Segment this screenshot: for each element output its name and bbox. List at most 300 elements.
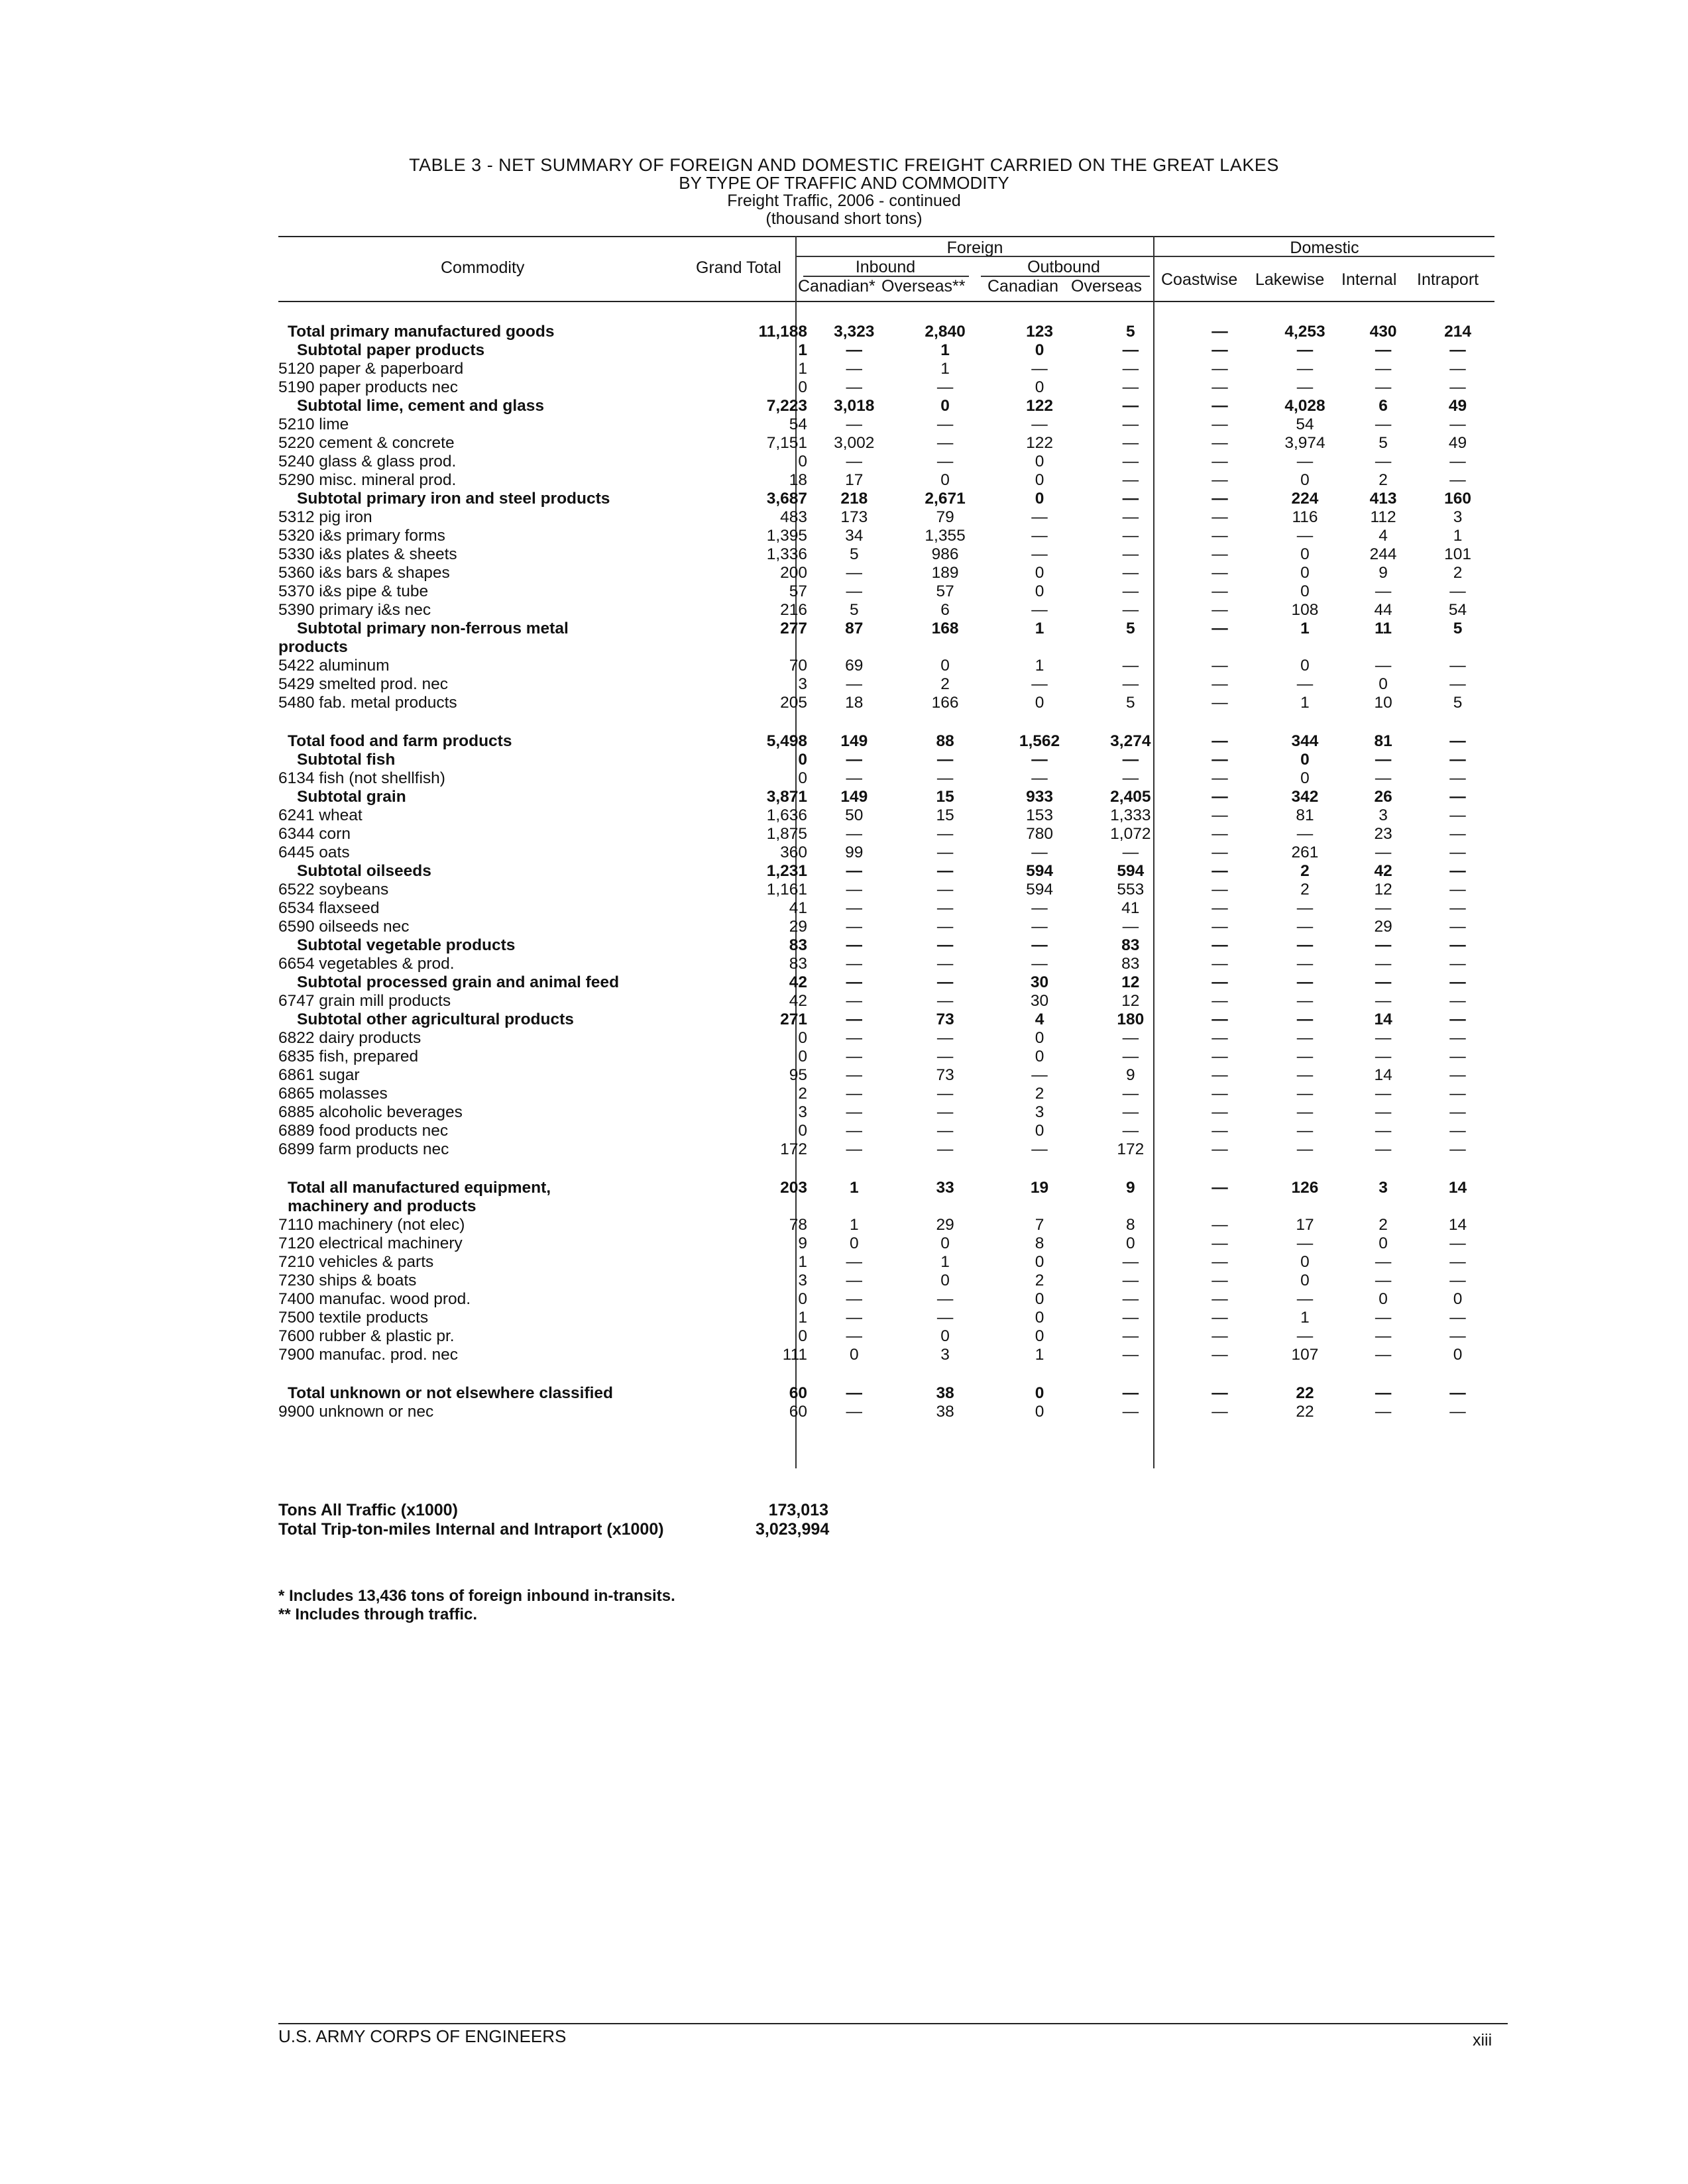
table-spacer [278, 712, 1494, 732]
value-cell: 986 [931, 545, 959, 564]
value-cell: 153 [1026, 806, 1053, 825]
value-cell: 933 [1026, 788, 1053, 806]
value-cell: — [1211, 1253, 1228, 1272]
value-cell: 261 [1291, 844, 1319, 862]
value-cell: — [1122, 378, 1139, 397]
commodity-label: 5480 fab. metal products [278, 694, 457, 712]
header-inbound: Inbound [855, 258, 916, 276]
grand-total-cell: 360 [780, 844, 808, 862]
value-cell: — [1122, 564, 1139, 582]
value-cell: — [1211, 341, 1228, 360]
value-cell: — [1031, 955, 1048, 973]
value-cell [897, 1197, 993, 1216]
header-coastwise: Coastwise [1161, 270, 1238, 289]
grand-total-cell: 1,231 [766, 862, 808, 881]
value-cell: 214 [1444, 323, 1471, 341]
value-cell: — [846, 1066, 863, 1085]
value-cell: 594 [1026, 881, 1053, 899]
value-cell: 2 [1035, 1085, 1044, 1103]
value-cell: — [936, 1122, 954, 1140]
value-cell [811, 1197, 897, 1216]
value-cell: — [1211, 490, 1228, 508]
domestic-header-rule [1154, 256, 1494, 257]
commodity-label: 7900 manufac. prod. nec [278, 1346, 459, 1364]
value-cell: 594 [1026, 862, 1053, 881]
value-cell: — [1449, 360, 1466, 378]
value-cell: — [1449, 1234, 1466, 1253]
value-cell: — [1211, 1403, 1228, 1421]
value-cell: — [1211, 545, 1228, 564]
value-cell: — [936, 415, 954, 434]
value-cell: 594 [1117, 862, 1145, 881]
value-cell: — [1296, 899, 1314, 918]
table-row [278, 453, 1494, 471]
table-row [278, 1010, 1494, 1029]
value-cell: — [936, 453, 954, 471]
commodity-label: Total food and farm products [288, 732, 512, 751]
grand-total-cell: 29 [789, 918, 808, 936]
commodity-label: Subtotal paper products [297, 341, 485, 360]
value-cell: — [1122, 601, 1139, 620]
value-cell: 166 [931, 694, 959, 712]
value-cell: — [846, 973, 863, 992]
value-cell: 0 [1035, 1253, 1044, 1272]
grand-total-cell: 3,687 [766, 490, 808, 508]
header-out-canadian: Canadian [987, 277, 1059, 296]
value-cell: 1 [1300, 1309, 1310, 1327]
value-cell: — [1211, 508, 1228, 527]
value-cell: — [1122, 1327, 1139, 1346]
commodity-label: 5360 i&s bars & shapes [278, 564, 450, 582]
value-cell: 344 [1291, 732, 1319, 751]
table-row [278, 638, 1494, 657]
commodity-label: Subtotal fish [297, 751, 396, 769]
commodity-label: 6889 food products nec [278, 1122, 449, 1140]
value-cell: — [1211, 1066, 1228, 1085]
commodity-label: products [278, 638, 348, 657]
value-cell: 44 [1374, 601, 1392, 620]
value-cell: — [1449, 862, 1466, 881]
value-cell: — [1122, 675, 1139, 694]
table-row [278, 1048, 1494, 1066]
value-cell: — [846, 675, 863, 694]
value-cell: 42 [1374, 862, 1392, 881]
header-foreign: Foreign [946, 239, 1003, 257]
value-cell: — [1122, 1103, 1139, 1122]
value-cell: — [1122, 1122, 1139, 1140]
header-domestic: Domestic [1290, 239, 1359, 257]
value-cell: — [1122, 1029, 1139, 1048]
table-row [278, 1346, 1494, 1364]
title-line-1: TABLE 3 - NET SUMMARY OF FOREIGN AND DOMESTIC FREIGHT CARRIED ON THE GREAT LAKES [409, 155, 1279, 175]
value-cell: 0 [1035, 341, 1044, 360]
commodity-label: 5190 paper products nec [278, 378, 459, 397]
table-row [278, 657, 1494, 675]
value-cell: — [846, 1384, 863, 1403]
value-cell: 9 [1125, 1179, 1135, 1197]
value-cell: — [846, 1103, 863, 1122]
value-cell: — [846, 415, 863, 434]
value-cell: — [1122, 1272, 1139, 1290]
table-row [278, 1197, 1494, 1216]
value-cell: — [1449, 453, 1466, 471]
value-cell: — [1122, 471, 1139, 490]
value-cell: 168 [931, 620, 959, 638]
value-cell: — [1375, 1346, 1392, 1364]
value-cell: 1,072 [1110, 825, 1151, 844]
grand-total-cell: 205 [780, 694, 808, 712]
value-cell [1265, 1197, 1345, 1216]
grand-total-cell [718, 638, 811, 657]
value-cell: 2 [1379, 471, 1388, 490]
value-cell: — [936, 378, 954, 397]
value-cell: — [1122, 415, 1139, 434]
value-cell: — [846, 825, 863, 844]
value-cell: 0 [940, 1234, 950, 1253]
value-cell: — [1375, 992, 1392, 1010]
value-cell: — [846, 1140, 863, 1159]
value-cell: 0 [1035, 471, 1044, 490]
value-cell: 1 [1035, 1346, 1044, 1364]
value-cell: 3,274 [1110, 732, 1151, 751]
commodity-label: 7110 machinery (not elec) [278, 1216, 465, 1234]
value-cell: 0 [1035, 453, 1044, 471]
value-cell: — [1449, 992, 1466, 1010]
value-cell: — [1296, 955, 1314, 973]
grand-total-cell: 3 [798, 1272, 808, 1290]
value-cell: — [846, 1327, 863, 1346]
grand-total-cell: 111 [782, 1346, 808, 1364]
value-cell: — [1375, 769, 1392, 788]
value-cell: — [936, 973, 954, 992]
value-cell: 34 [845, 527, 864, 545]
value-cell [1086, 1197, 1175, 1216]
grand-total-cell [718, 1197, 811, 1216]
grand-total-cell: 0 [798, 1029, 808, 1048]
commodity-label: Subtotal lime, cement and glass [297, 397, 545, 415]
value-cell: 5 [1453, 694, 1463, 712]
commodity-label: Subtotal primary non-ferrous metal [297, 620, 569, 638]
value-cell: 4 [1035, 1010, 1044, 1029]
grand-total-cell: 1 [798, 360, 808, 378]
data-table [278, 323, 1494, 1421]
value-cell: 54 [1448, 601, 1467, 620]
value-cell: — [1375, 582, 1392, 601]
value-cell: 1,562 [1019, 732, 1060, 751]
value-cell: 14 [1448, 1179, 1467, 1197]
table-row [278, 1140, 1494, 1159]
value-cell: 2 [1035, 1272, 1044, 1290]
value-cell [1421, 638, 1494, 657]
value-cell: 3,002 [834, 434, 875, 453]
table-row [278, 881, 1494, 899]
grand-total-cell: 1 [798, 1253, 808, 1272]
value-cell: 0 [940, 397, 950, 415]
table-row [278, 862, 1494, 881]
grand-total-cell: 60 [789, 1403, 808, 1421]
value-cell: 26 [1374, 788, 1392, 806]
value-cell: 73 [936, 1010, 954, 1029]
value-cell: 2 [1300, 862, 1310, 881]
table-row [278, 1384, 1494, 1403]
value-cell: 0 [1379, 1234, 1388, 1253]
value-cell: — [936, 992, 954, 1010]
value-cell: 81 [1374, 732, 1392, 751]
value-cell: — [846, 899, 863, 918]
title-line-3: Freight Traffic, 2006 - continued [727, 191, 961, 210]
value-cell: — [1296, 378, 1314, 397]
value-cell: 0 [1035, 582, 1044, 601]
table-row [278, 527, 1494, 545]
value-cell: — [1449, 1085, 1466, 1103]
table-row [278, 564, 1494, 582]
value-cell: 101 [1444, 545, 1471, 564]
commodity-label: Subtotal grain [297, 788, 406, 806]
commodity-label: 6747 grain mill products [278, 992, 451, 1010]
value-cell: — [1122, 397, 1139, 415]
value-cell: 73 [936, 1066, 954, 1085]
value-cell: — [936, 881, 954, 899]
page-number: xiii [1473, 2031, 1492, 2049]
value-cell [1345, 638, 1421, 657]
commodity-label: 6822 dairy products [278, 1029, 422, 1048]
table-row [278, 434, 1494, 453]
commodity-label: 5330 i&s plates & sheets [278, 545, 457, 564]
value-cell: — [936, 1048, 954, 1066]
value-cell: 1 [1035, 620, 1044, 638]
value-cell: — [1031, 508, 1048, 527]
table-row [278, 582, 1494, 601]
value-cell: — [1211, 453, 1228, 471]
value-cell: — [1375, 360, 1392, 378]
value-cell: — [1375, 1384, 1392, 1403]
value-cell: — [936, 1085, 954, 1103]
value-cell: — [1031, 844, 1048, 862]
value-cell: 79 [936, 508, 954, 527]
value-cell: — [1211, 1290, 1228, 1309]
value-cell: 0 [1300, 769, 1310, 788]
value-cell: — [1122, 490, 1139, 508]
value-cell: — [1296, 1122, 1314, 1140]
value-cell: — [1296, 1290, 1314, 1309]
value-cell: — [936, 955, 954, 973]
table-row [278, 1290, 1494, 1309]
value-cell: — [1449, 899, 1466, 918]
table-row [278, 1403, 1494, 1421]
value-cell: 0 [1379, 675, 1388, 694]
value-cell: — [1375, 1122, 1392, 1140]
value-cell: — [1211, 1140, 1228, 1159]
value-cell: — [1449, 881, 1466, 899]
value-cell: — [1296, 527, 1314, 545]
value-cell: — [1031, 936, 1048, 955]
value-cell: — [1211, 862, 1228, 881]
grand-total-cell: 1,336 [766, 545, 808, 564]
table-row [278, 918, 1494, 936]
grand-total-cell: 70 [789, 657, 808, 675]
grand-total-cell: 54 [789, 415, 808, 434]
value-cell: — [1211, 732, 1228, 751]
value-cell: 19 [1030, 1179, 1049, 1197]
value-cell: 0 [1035, 1327, 1044, 1346]
value-cell: — [1375, 1403, 1392, 1421]
value-cell: — [1122, 844, 1139, 862]
value-cell: — [1211, 1216, 1228, 1234]
value-cell: 12 [1121, 973, 1140, 992]
value-cell: 122 [1026, 397, 1053, 415]
value-cell: — [1211, 769, 1228, 788]
value-cell: — [1449, 378, 1466, 397]
value-cell: — [1296, 1010, 1314, 1029]
tons-all-traffic-value: 173,013 [768, 1501, 828, 1519]
value-cell: — [1122, 545, 1139, 564]
value-cell: — [1375, 1309, 1392, 1327]
table-row [278, 732, 1494, 751]
value-cell [1421, 1197, 1494, 1216]
value-cell: 0 [1300, 1272, 1310, 1290]
value-cell: — [1296, 1048, 1314, 1066]
grand-total-cell: 0 [798, 453, 808, 471]
value-cell: 112 [1370, 508, 1396, 527]
value-cell: 17 [845, 471, 864, 490]
footnotes [278, 1587, 675, 1624]
value-cell: 1,355 [925, 527, 966, 545]
value-cell: — [1296, 1066, 1314, 1085]
value-cell: — [1122, 1309, 1139, 1327]
value-cell: — [1031, 360, 1048, 378]
table-row [278, 992, 1494, 1010]
header-in-canadian: Canadian* [798, 277, 875, 296]
value-cell: — [1449, 1066, 1466, 1085]
value-cell [1265, 638, 1345, 657]
value-cell: 8 [1035, 1234, 1044, 1253]
value-cell: — [1211, 881, 1228, 899]
value-cell: — [936, 1029, 954, 1048]
grand-total-cell: 42 [789, 992, 808, 1010]
value-cell: 0 [1035, 1122, 1044, 1140]
value-cell: — [1449, 806, 1466, 825]
value-cell: — [1122, 1253, 1139, 1272]
table-row [278, 1029, 1494, 1048]
value-cell: — [846, 564, 863, 582]
grand-total-cell: 0 [798, 751, 808, 769]
value-cell: — [846, 1253, 863, 1272]
value-cell: — [1375, 453, 1392, 471]
grand-total-cell: 3 [798, 1103, 808, 1122]
value-cell: — [1296, 360, 1314, 378]
value-cell: — [1296, 675, 1314, 694]
footnote-inbound: * Includes 13,436 tons of foreign inbound in-transits. [278, 1587, 675, 1605]
commodity-label: 6522 soybeans [278, 881, 389, 899]
value-cell: 12 [1121, 992, 1140, 1010]
value-cell: 5 [1453, 620, 1463, 638]
value-cell: 5 [1125, 323, 1135, 341]
value-cell: — [1449, 1272, 1466, 1290]
value-cell: 30 [1030, 992, 1049, 1010]
value-cell: 0 [1035, 564, 1044, 582]
grand-total-cell: 2 [798, 1085, 808, 1103]
table-row [278, 825, 1494, 844]
value-cell: 173 [840, 508, 868, 527]
value-cell: — [1031, 899, 1048, 918]
grand-total-cell: 200 [780, 564, 808, 582]
value-cell: — [1031, 1066, 1048, 1085]
value-cell: — [1122, 360, 1139, 378]
commodity-label: 7600 rubber & plastic pr. [278, 1327, 455, 1346]
value-cell: — [1296, 936, 1314, 955]
value-cell: 0 [1300, 545, 1310, 564]
value-cell: 0 [1035, 1290, 1044, 1309]
traffic-summary [278, 1501, 875, 1539]
value-cell: 15 [936, 788, 954, 806]
value-cell: 22 [1296, 1403, 1314, 1421]
value-cell: — [1122, 751, 1139, 769]
value-cell: — [1031, 415, 1048, 434]
grand-total-cell: 11,188 [758, 323, 808, 341]
value-cell: 189 [931, 564, 959, 582]
value-cell: 2 [940, 675, 950, 694]
value-cell: — [1122, 1403, 1139, 1421]
value-cell: 0 [1035, 1029, 1044, 1048]
value-cell: — [1449, 675, 1466, 694]
value-cell: 244 [1369, 545, 1397, 564]
value-cell: 172 [1117, 1140, 1145, 1159]
value-cell: — [1296, 1029, 1314, 1048]
value-cell: 1 [1300, 694, 1310, 712]
value-cell: — [1375, 973, 1392, 992]
value-cell: — [1211, 936, 1228, 955]
grand-total-cell: 1,875 [766, 825, 808, 844]
value-cell: 6 [1379, 397, 1388, 415]
value-cell: — [936, 1290, 954, 1309]
value-cell [993, 638, 1086, 657]
value-cell: 0 [940, 1327, 950, 1346]
value-cell: — [1211, 973, 1228, 992]
value-cell: — [936, 825, 954, 844]
commodity-label: Total all manufactured equipment, [288, 1179, 551, 1197]
value-cell: — [1211, 1085, 1228, 1103]
commodity-label: Subtotal primary iron and steel products [297, 490, 610, 508]
value-cell: — [1449, 341, 1466, 360]
grand-total-cell: 57 [789, 582, 808, 601]
value-cell: 4,253 [1284, 323, 1325, 341]
value-cell: 1 [940, 1253, 950, 1272]
footer-agency: U.S. ARMY CORPS OF ENGINEERS [278, 2026, 567, 2046]
table-row [278, 769, 1494, 788]
value-cell: 0 [1035, 694, 1044, 712]
value-cell: 23 [1374, 825, 1392, 844]
table-row [278, 1066, 1494, 1085]
trip-ton-miles-value: 3,023,994 [756, 1520, 830, 1539]
grand-total-cell: 1,161 [766, 881, 808, 899]
grand-total-cell: 483 [780, 508, 808, 527]
grand-total-cell: 1 [798, 1309, 808, 1327]
value-cell: — [1449, 582, 1466, 601]
value-cell: 107 [1291, 1346, 1319, 1364]
grand-total-cell: 78 [789, 1216, 808, 1234]
value-cell: — [1211, 1272, 1228, 1290]
value-cell: 0 [1300, 657, 1310, 675]
commodity-label: 7210 vehicles & parts [278, 1253, 434, 1272]
value-cell: 5 [849, 545, 859, 564]
value-cell: — [1375, 378, 1392, 397]
value-cell: 108 [1291, 601, 1319, 620]
value-cell: — [1375, 751, 1392, 769]
value-cell: 49 [1448, 397, 1467, 415]
value-cell: 3 [940, 1346, 950, 1364]
value-cell: — [1449, 1029, 1466, 1048]
commodity-label: 7230 ships & boats [278, 1272, 417, 1290]
